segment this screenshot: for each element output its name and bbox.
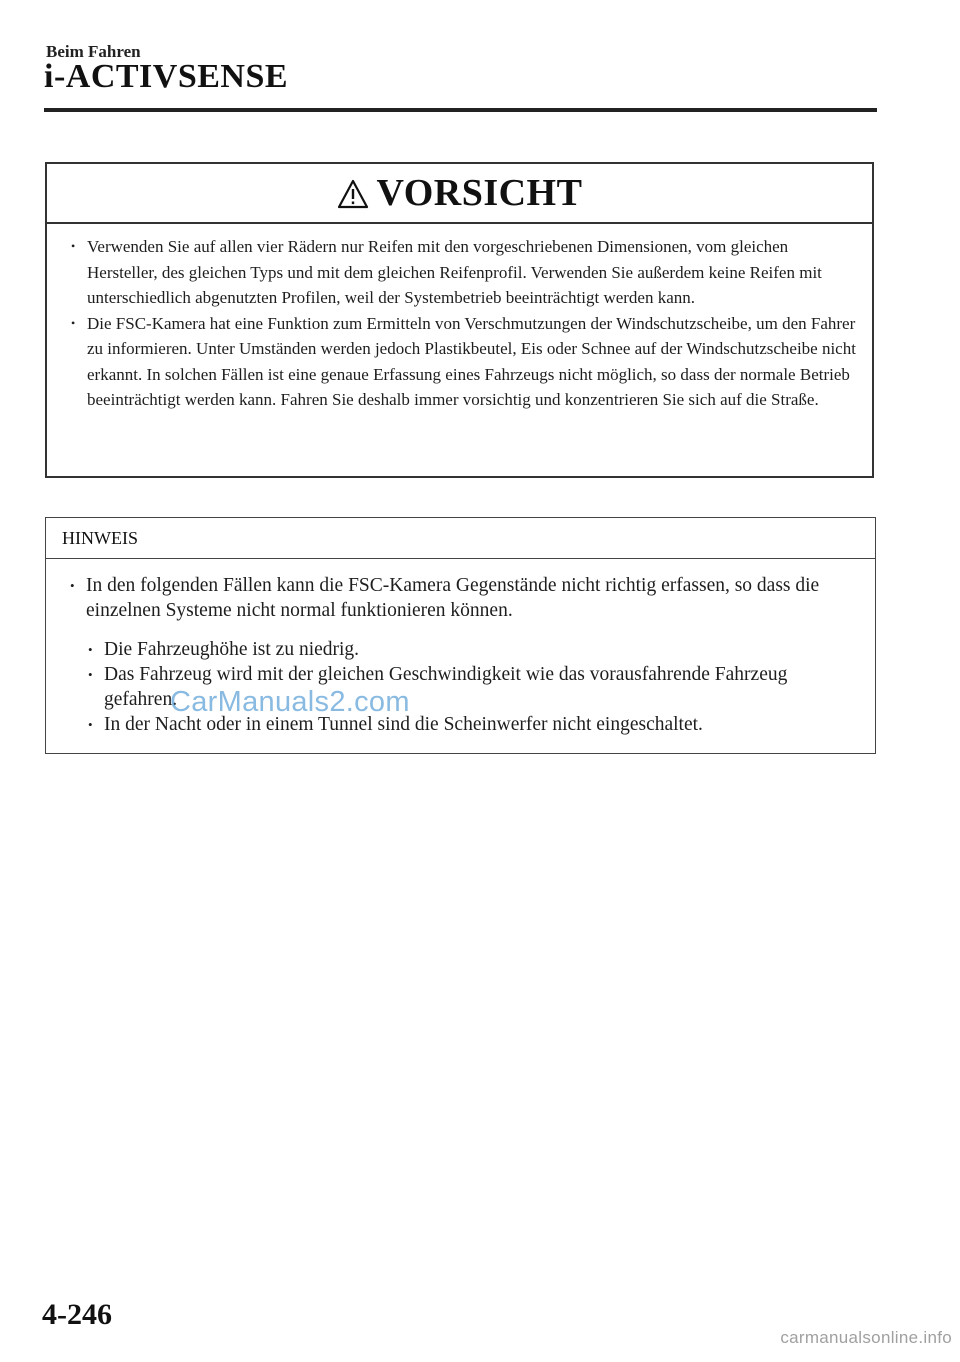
page-number: 4-246 <box>42 1298 112 1331</box>
note-sub-item: • In der Nacht oder in einem Tunnel sind die Scheinwerfer nicht eingeschaltet. <box>82 712 861 737</box>
watermark-overlay: CarManuals2.com <box>170 686 410 718</box>
header-divider <box>44 108 877 112</box>
note-intro-item: • In den folgenden Fällen kann die FSC-Kamera Gegenstände nicht richtig erfassen, so dass die einzelnen Systeme nicht normal funktionieren können. <box>64 573 861 623</box>
caution-title: VORSICHT <box>376 172 583 214</box>
caution-box <box>45 162 874 478</box>
caution-item: • Verwenden Sie auf allen vier Rädern nur Reifen mit den vorgeschriebenen Dimensionen, vom gleichen Hersteller, des gleichen Typs und mit dem gleichen Reifenprofil. Verwenden Sie außerdem keine Reifen mit unterschiedlich abgenutzten Profilen, weil der Systembetrieb beeinträchtigt werden kann. <box>65 234 858 311</box>
caution-body <box>47 224 872 413</box>
section-title: i-ACTIVSENSE <box>44 58 289 95</box>
note-header: HINWEIS <box>46 518 875 559</box>
warning-triangle-icon <box>337 179 369 209</box>
section-kicker: Beim Fahren <box>46 42 141 61</box>
footer-watermark: carmanualsonline.info <box>780 1328 952 1347</box>
caution-item: • Die FSC-Kamera hat eine Funktion zum Ermitteln von Verschmutzungen der Windschutzscheibe, um den Fahrer zu informieren. Unter Umständen werden jedoch Plastikbeutel, Eis oder Schnee auf der Windschutzscheibe nicht erkannt. In solchen Fällen ist eine genaue Erfassung eines Fahrzeugs nicht möglich, so dass der normale Betrieb beeinträchtigt werden kann. Fahren Sie deshalb immer vorsichtig und konzentrieren Sie sich auf die Straße. <box>65 311 858 413</box>
note-sub-item: • Die Fahrzeughöhe ist zu niedrig. <box>82 637 861 662</box>
caution-header <box>47 164 872 224</box>
note-sub-item: • Das Fahrzeug wird mit der gleichen Geschwindigkeit wie das vorausfahrende Fahrzeug gefahren. <box>82 662 861 712</box>
